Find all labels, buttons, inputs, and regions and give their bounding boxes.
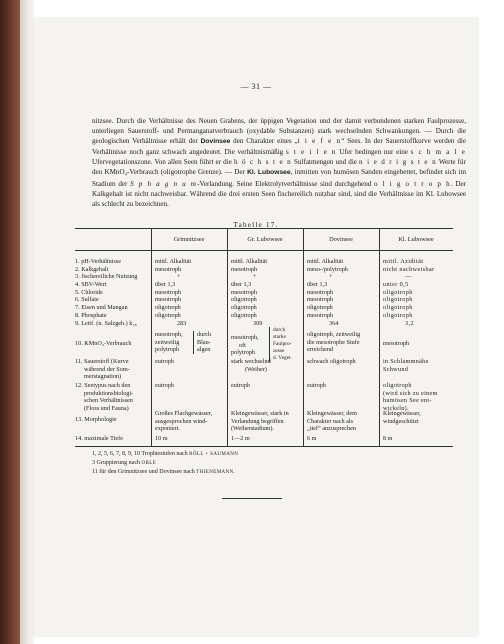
paragraph-text: . Der Kalkgehalt ist nicht nachweisbar. Während die drei ersten Seen fischereilich nutzbar sind, sind die Verhältnisse im Kl. Lubowsee als schlecht zu bezeichnen. xyxy=(92,179,466,208)
cell-line: (Weiher) xyxy=(245,365,267,373)
cell-line: 11. Sauerstoff (Kurve xyxy=(75,358,129,365)
table-cell: über 1,3 xyxy=(307,281,328,289)
row-label: 13. Morphologie xyxy=(75,416,117,423)
table-cell: 309 xyxy=(253,319,263,327)
table-cell: — xyxy=(405,273,412,281)
table-cell xyxy=(307,410,357,433)
column-divider xyxy=(303,228,304,446)
paragraph-text: Ufer bedingen nur eine xyxy=(336,148,411,157)
cell-line: algen xyxy=(197,346,211,354)
cell-line: Charakter nach als xyxy=(307,417,354,425)
cell-line: Verlandung begriffen xyxy=(231,417,284,425)
cell-line: oligotroph xyxy=(383,382,412,389)
row-label xyxy=(75,382,133,413)
cell-line: oligotroph, zeitweilig xyxy=(307,331,361,338)
cell-line: Kleingewässer, dem xyxy=(307,410,357,417)
cell-line: exponiert. xyxy=(155,425,180,433)
body-paragraph xyxy=(92,116,466,209)
cell-line: durch xyxy=(273,327,286,333)
cell-line: (wird sich zu einem xyxy=(383,389,438,397)
lake-name-dovinsee: Dovinsee xyxy=(200,138,231,146)
table-cell: mesotroph xyxy=(155,288,182,296)
cell-line: oft xyxy=(239,341,246,349)
table-cell: 8 m xyxy=(383,435,393,442)
cell-line: polytroph xyxy=(155,346,180,354)
cell-line: (Flora und Fauna) xyxy=(84,405,129,413)
lake-name-kl-lubowsee: Kl. Lubowsee xyxy=(247,169,291,177)
dovinsee-column xyxy=(307,258,348,327)
page-number: — 31 — xyxy=(240,82,272,91)
paragraph-text: Werte für den KMnO₄-Verbrauch (oligotrophe Grenze). — Der xyxy=(92,158,466,177)
book-binding xyxy=(0,0,20,644)
cell-line: zesse xyxy=(273,348,285,354)
table-cell xyxy=(155,410,212,433)
table-cell: eutroph xyxy=(155,358,174,365)
cell-line: mesotroph, xyxy=(155,331,183,338)
cell-line: ausgesprochen wind- xyxy=(155,417,208,425)
table-cell xyxy=(383,410,421,425)
table-cell: 6 m xyxy=(307,435,317,442)
footnote xyxy=(92,468,452,477)
row-label: 9. Leitf. (n. Salzgeh.) k₁₈ xyxy=(75,319,137,327)
cell-line: Schwund xyxy=(383,365,409,373)
column-divider xyxy=(227,228,228,446)
paragraph-text: Sulfatmengen und die xyxy=(291,158,360,167)
footnote-author: OBLE xyxy=(141,461,157,467)
table-cell: 10 m xyxy=(155,435,168,442)
cell-line: humösen See ent- xyxy=(383,397,432,405)
table-cell: über 1,3 xyxy=(155,281,176,289)
table-cell: mesotroph xyxy=(307,288,334,296)
table-cell: mittl. Alkalität xyxy=(307,258,344,265)
table-cell: nicht nachweisbar xyxy=(383,265,435,273)
row-labels xyxy=(75,258,137,327)
page-gutter xyxy=(20,0,34,644)
table-cell xyxy=(155,331,183,354)
column-header: Dovinsee xyxy=(329,236,353,243)
data-table xyxy=(75,228,453,446)
cell-line: merstagnation) xyxy=(84,373,122,381)
column-divider xyxy=(379,228,380,446)
paragraph-text: nitzsee. Durch die Verhältnisse des Neuen Grabens, der üppigen Vegetation und der damit verbundenen starken Faulprozesse, unterliegen Sauerstoff- und Permanganatverbrauch (oxydable Substanzen) stark wechselnden Schwankungen. — Durch die geologischen Verhältnisse erhält der xyxy=(92,117,466,146)
footnote-text: 1, 2, 5, 6, 7, 8, 9, 10 Trophiestufen nach xyxy=(92,451,190,457)
table-cell: mesotroph xyxy=(155,265,182,273)
cell-line: „tief“ anzusprechen xyxy=(307,425,356,433)
table-cell: mesotroph xyxy=(307,311,334,319)
cell-line: wickeln). xyxy=(383,405,409,413)
cell-line: erreichend xyxy=(307,346,334,354)
emphasis-text: o l i g o t r o p h xyxy=(374,179,451,188)
row-label: 6. Sulfate xyxy=(75,296,99,304)
table-cell: 364 xyxy=(329,319,339,327)
cell-line: 12. Seetypus nach den xyxy=(75,382,131,389)
table-cell: über 1,3 xyxy=(231,281,252,289)
row-label: 3. fischereiliche Nutzung xyxy=(75,273,138,281)
table-cell xyxy=(269,327,292,362)
table-cell: mesotroph xyxy=(155,296,182,304)
scan-margin xyxy=(478,0,504,644)
table-cell: eutroph xyxy=(155,382,174,389)
footnote-text: 11 für den Grimnitzsee und Dovinsee nach xyxy=(92,469,197,476)
cell-line: starke xyxy=(273,334,286,340)
table-cell: mesotroph xyxy=(383,340,410,347)
paragraph-text: Ufervegetationszone. Von allen Seen führt er die xyxy=(92,158,234,167)
table-cell: mittl. Alkalität xyxy=(155,258,192,265)
book-page xyxy=(34,18,478,636)
row-label: 8. Phosphate xyxy=(75,311,107,319)
row-label xyxy=(75,358,130,381)
table-cell: oligotroph xyxy=(383,311,413,319)
table-cell: oligotroph xyxy=(231,304,257,312)
paragraph-text: “ Sees. In der Sauerstoffkurve werden die Verhältnisse noch ganz schwach angedeutet. Die verhältnismäßig xyxy=(92,137,466,157)
table-cell: oligotroph xyxy=(383,296,413,304)
table-cell: oligotroph xyxy=(231,311,257,319)
cell-line: mesotroph, xyxy=(231,334,259,341)
cell-line: d. Veget. xyxy=(273,355,292,361)
kl-lubowsee-column xyxy=(383,258,435,327)
table-bottom-rule xyxy=(75,446,453,447)
table-cell: mesotroph xyxy=(231,265,258,273)
table-cell: oligotroph xyxy=(231,296,257,304)
table-cell: eutroph xyxy=(231,382,250,389)
footnote-author: THIENEMANN. xyxy=(196,470,236,476)
table-cell: mesotroph xyxy=(307,296,334,304)
emphasis-text: n i e d r i g s t e n xyxy=(359,158,437,167)
table-cell: schwach oligotroph xyxy=(307,358,356,365)
table-cell: oligotroph xyxy=(307,304,333,312)
cell-line: schen Verhältnissen xyxy=(84,397,133,405)
table-cell: oligotroph xyxy=(383,304,413,312)
cell-line: produktionsbiologi- xyxy=(84,389,134,397)
table-cell: + xyxy=(253,273,257,281)
table-top-rule xyxy=(75,228,453,229)
cell-line: in Schlammnähe xyxy=(383,358,429,365)
table-cell: unter 0,5 xyxy=(383,281,409,289)
column-header: Gr. Lubowsee xyxy=(247,236,283,243)
cell-line: während der Som- xyxy=(84,365,130,373)
cell-line: Kleingewässer, xyxy=(383,410,421,417)
emphasis-text: t i e f e n xyxy=(297,137,342,146)
cell-line: (Weiherstadium). xyxy=(231,425,274,433)
cell-line: Kleingewässer, stark in xyxy=(231,410,289,417)
paragraph-text: den Charakter eines „ xyxy=(230,137,298,146)
footnote-author: RÖLL + SAUMANN xyxy=(189,452,239,457)
footnote xyxy=(92,459,452,468)
cell-line: die mesotrophe Stufe xyxy=(307,338,360,346)
table-cell: mittl. Azidität xyxy=(383,258,424,265)
table-footnotes xyxy=(92,450,452,478)
table-title: Tabelle 17. xyxy=(233,221,279,229)
cell-line: zeitweilig xyxy=(155,338,180,346)
paragraph-text: -Verlandung. Seine Elektrolytverhältnisse sind durchgehend xyxy=(197,179,375,188)
table-cell xyxy=(383,382,438,413)
footnote-text: 3 Gruppierung nach xyxy=(92,460,142,467)
table-cell: + xyxy=(329,273,333,281)
table-cell: mesotroph xyxy=(231,288,258,296)
cell-line: Blau- xyxy=(197,338,211,346)
row-label: 5. Chloride xyxy=(75,288,103,296)
column-header: Grimnitzsee xyxy=(173,236,205,243)
table-cell xyxy=(231,334,259,357)
row-label: 1. pH-Verhältnisse xyxy=(75,258,122,265)
paragraph-text: , inmitten von humösen Sanden eingebettet, befindet sich im Stadium der xyxy=(92,168,466,188)
cell-line: durch xyxy=(197,331,212,338)
row-label: 4. SBV-Wert xyxy=(75,281,107,289)
row-label: 2. Kalkgehalt xyxy=(75,265,109,273)
table-header-rule xyxy=(75,250,453,251)
footnote xyxy=(92,450,452,459)
cell-line: Faulpro- xyxy=(273,341,292,347)
gr-lubowsee-column xyxy=(231,258,267,327)
grimnitzsee-column xyxy=(155,258,191,327)
emphasis-text: s c h m a l e xyxy=(410,148,466,157)
table-cell: oligotroph xyxy=(383,288,413,296)
table-cell xyxy=(231,358,271,373)
table-cell: eutroph xyxy=(307,382,326,389)
cell-line: Großes Flachgewässer, xyxy=(155,410,213,417)
table-cell: + xyxy=(177,273,181,281)
table-cell: oligotroph xyxy=(155,311,181,319)
emphasis-text: s t e i l e n xyxy=(285,148,337,157)
table-cell: meso-/polytroph xyxy=(307,265,348,273)
table-cell: 1—2 m xyxy=(231,435,250,442)
table-cell xyxy=(383,358,429,373)
cell-line: stark wechselnd xyxy=(231,358,271,365)
cell-line: windgeschützt xyxy=(383,417,419,425)
section-end-rule xyxy=(222,498,282,499)
table-cell: 3,2 xyxy=(405,319,414,327)
table-cell: oligotroph xyxy=(155,304,181,312)
table-cell: 283 xyxy=(177,319,187,327)
row-label: 14. maximale Tiefe xyxy=(75,435,123,442)
cell-line: polytroph xyxy=(231,349,256,357)
row-label: 10. KMnO₄-Verbrauch xyxy=(75,340,132,347)
table-cell: mittl. Alkalität xyxy=(231,258,268,265)
column-divider xyxy=(151,228,152,446)
emphasis-text: h ö c h s t e n xyxy=(233,158,292,167)
table-cell xyxy=(231,410,289,433)
row-label: 7. Eisen und Mangan xyxy=(75,304,128,312)
emphasis-text: S p h a g n u m xyxy=(130,179,198,188)
table-cell xyxy=(307,331,360,354)
column-header: Kl. Lubowsee xyxy=(398,236,434,243)
table-cell xyxy=(193,331,211,354)
